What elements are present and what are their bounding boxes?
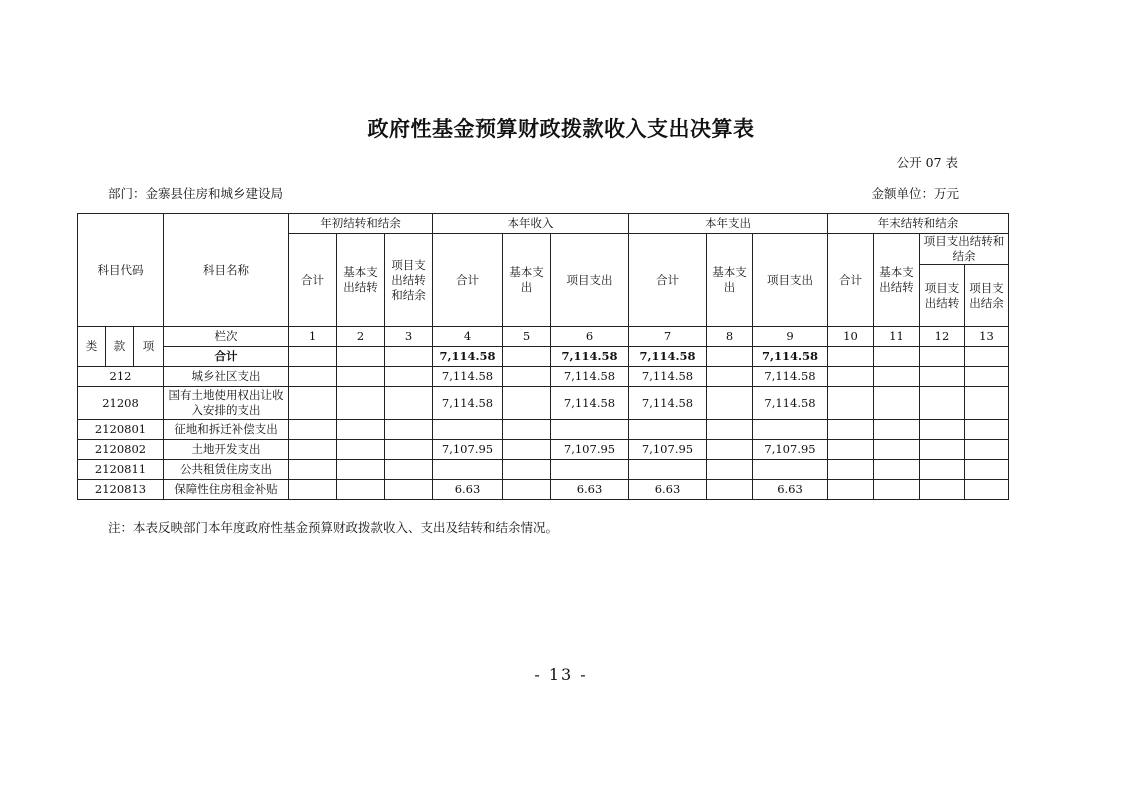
row-cell: 6.63 xyxy=(629,480,707,500)
row-cell xyxy=(874,387,920,420)
table-row xyxy=(78,440,1009,460)
total-cell xyxy=(385,347,433,367)
header-income-basic: 基本支出 xyxy=(503,234,551,327)
total-cell xyxy=(920,347,965,367)
row-cell xyxy=(874,480,920,500)
row-cell: 7,114.58 xyxy=(551,387,629,420)
row-cell xyxy=(385,480,433,500)
total-cell xyxy=(874,347,920,367)
header-income-total: 合计 xyxy=(433,234,503,327)
row-cell xyxy=(289,420,337,440)
total-cell xyxy=(289,347,337,367)
header-closing-basic-carry: 基本支出结转 xyxy=(874,234,920,327)
row-cell xyxy=(337,420,385,440)
header-subject-code: 科目代码 xyxy=(78,214,164,327)
row-cell xyxy=(828,460,874,480)
row-code: 212 xyxy=(78,367,164,387)
table-row xyxy=(78,367,1009,387)
table-row xyxy=(78,460,1009,480)
row-cell xyxy=(920,367,965,387)
row-cell xyxy=(503,440,551,460)
row-cell xyxy=(433,420,503,440)
header-group-expense: 本年支出 xyxy=(629,214,828,234)
row-cell xyxy=(433,460,503,480)
header-row-1 xyxy=(78,214,1009,234)
header-kuan: 款 xyxy=(106,327,134,367)
row-cell xyxy=(551,460,629,480)
header-expense-basic: 基本支出 xyxy=(707,234,753,327)
row-cell xyxy=(289,480,337,500)
row-cell xyxy=(920,480,965,500)
row-cell xyxy=(385,460,433,480)
header-opening-basic-carry: 基本支出结转 xyxy=(337,234,385,327)
row-cell xyxy=(874,420,920,440)
row-cell xyxy=(289,367,337,387)
row-cell xyxy=(503,420,551,440)
row-cell xyxy=(385,367,433,387)
table-note: 注：本表反映部门本年度政府性基金预算财政拨款收入、支出及结转和结余情况。 xyxy=(108,520,559,535)
header-group-income: 本年收入 xyxy=(433,214,629,234)
row-cell xyxy=(753,420,828,440)
column-number: 11 xyxy=(874,327,920,347)
row-cell xyxy=(828,387,874,420)
row-cell xyxy=(707,387,753,420)
row-code: 2120802 xyxy=(78,440,164,460)
row-cell xyxy=(503,480,551,500)
row-cell xyxy=(337,440,385,460)
row-cell xyxy=(874,440,920,460)
table-row xyxy=(78,480,1009,500)
row-cell: 7,114.58 xyxy=(629,387,707,420)
header-income-project: 项目支出 xyxy=(551,234,629,327)
total-cell: 7,114.58 xyxy=(433,347,503,367)
row-cell xyxy=(874,367,920,387)
row-cell xyxy=(707,367,753,387)
row-cell xyxy=(965,460,1009,480)
header-closing-total: 合计 xyxy=(828,234,874,327)
header-subject-name: 科目名称 xyxy=(164,214,289,327)
row-cell: 7,107.95 xyxy=(753,440,828,460)
row-cell xyxy=(385,420,433,440)
row-cell xyxy=(707,440,753,460)
table-row xyxy=(78,387,1009,420)
total-cell: 7,114.58 xyxy=(551,347,629,367)
row-cell xyxy=(707,420,753,440)
header-closing-project-carry: 项目支出结转 xyxy=(920,265,965,327)
header-opening-project-carry-balance: 项目支出结转和结余 xyxy=(385,234,433,327)
row-code: 21208 xyxy=(78,387,164,420)
header-opening-total: 合计 xyxy=(289,234,337,327)
row-cell xyxy=(707,460,753,480)
row-cell xyxy=(289,387,337,420)
row-cell: 7,114.58 xyxy=(433,387,503,420)
total-cell: 7,114.58 xyxy=(753,347,828,367)
header-xiang: 项 xyxy=(134,327,164,367)
row-cell xyxy=(753,460,828,480)
row-cell xyxy=(828,440,874,460)
row-name: 国有土地使用权出让收入安排的支出 xyxy=(164,387,289,420)
table-row xyxy=(78,420,1009,440)
row-cell: 7,114.58 xyxy=(629,367,707,387)
row-cell xyxy=(965,480,1009,500)
header-group-closing: 年末结转和结余 xyxy=(828,214,1009,234)
total-cell xyxy=(828,347,874,367)
row-cell xyxy=(920,460,965,480)
row-cell xyxy=(965,367,1009,387)
total-row xyxy=(78,347,1009,367)
department-label: 部门：金寨县住房和城乡建设局 xyxy=(108,186,284,201)
amount-unit-label: 金额单位：万元 xyxy=(871,186,959,201)
column-number: 13 xyxy=(965,327,1009,347)
column-number: 1 xyxy=(289,327,337,347)
row-cell xyxy=(629,460,707,480)
row-cell xyxy=(965,420,1009,440)
column-number: 7 xyxy=(629,327,707,347)
row-cell xyxy=(828,367,874,387)
row-name: 公共租赁住房支出 xyxy=(164,460,289,480)
column-number: 5 xyxy=(503,327,551,347)
row-cell xyxy=(289,440,337,460)
column-number: 4 xyxy=(433,327,503,347)
row-cell xyxy=(551,420,629,440)
page-title: 政府性基金预算财政拨款收入支出决算表 xyxy=(367,117,755,141)
row-cell xyxy=(385,440,433,460)
row-cell xyxy=(920,420,965,440)
header-expense-project: 项目支出 xyxy=(753,234,828,327)
row-name: 征地和拆迁补偿支出 xyxy=(164,420,289,440)
row-cell: 7,114.58 xyxy=(753,387,828,420)
row-cell xyxy=(828,420,874,440)
total-cell xyxy=(965,347,1009,367)
row-name: 城乡社区支出 xyxy=(164,367,289,387)
column-number: 6 xyxy=(551,327,629,347)
row-cell xyxy=(920,440,965,460)
row-cell xyxy=(337,480,385,500)
row-cell xyxy=(965,440,1009,460)
header-closing-project-balance: 项目支出结余 xyxy=(965,265,1009,327)
total-cell xyxy=(503,347,551,367)
row-cell xyxy=(965,387,1009,420)
row-name: 保障性住房租金补贴 xyxy=(164,480,289,500)
page-number: - 13 - xyxy=(534,665,588,684)
row-cell xyxy=(920,387,965,420)
header-closing-project-group: 项目支出结转和结余 xyxy=(920,234,1009,265)
column-order-row xyxy=(78,327,1009,347)
row-cell xyxy=(503,387,551,420)
column-number: 12 xyxy=(920,327,965,347)
row-cell xyxy=(707,480,753,500)
row-cell: 7,107.95 xyxy=(433,440,503,460)
column-order-label: 栏次 xyxy=(164,327,289,347)
column-number: 8 xyxy=(707,327,753,347)
row-cell: 6.63 xyxy=(753,480,828,500)
row-cell xyxy=(503,367,551,387)
row-cell xyxy=(874,460,920,480)
column-number: 2 xyxy=(337,327,385,347)
row-code: 2120813 xyxy=(78,480,164,500)
total-cell: 7,114.58 xyxy=(629,347,707,367)
row-cell xyxy=(629,420,707,440)
header-expense-total: 合计 xyxy=(629,234,707,327)
column-number: 3 xyxy=(385,327,433,347)
header-group-opening: 年初结转和结余 xyxy=(289,214,433,234)
row-cell xyxy=(289,460,337,480)
row-cell: 7,114.58 xyxy=(433,367,503,387)
total-cell xyxy=(707,347,753,367)
row-name: 土地开发支出 xyxy=(164,440,289,460)
row-cell xyxy=(385,387,433,420)
column-number: 10 xyxy=(828,327,874,347)
row-cell: 6.63 xyxy=(433,480,503,500)
row-cell: 7,107.95 xyxy=(629,440,707,460)
row-cell xyxy=(337,460,385,480)
row-cell xyxy=(337,387,385,420)
budget-table xyxy=(77,213,1009,500)
header-lei: 类 xyxy=(78,327,106,367)
total-cell xyxy=(337,347,385,367)
row-cell: 7,107.95 xyxy=(551,440,629,460)
row-cell xyxy=(337,367,385,387)
row-code: 2120801 xyxy=(78,420,164,440)
form-code: 公开 07 表 xyxy=(896,155,958,170)
row-cell xyxy=(828,480,874,500)
column-number: 9 xyxy=(753,327,828,347)
row-cell xyxy=(503,460,551,480)
total-label: 合计 xyxy=(164,347,289,367)
row-cell: 7,114.58 xyxy=(551,367,629,387)
row-cell: 7,114.58 xyxy=(753,367,828,387)
row-cell: 6.63 xyxy=(551,480,629,500)
row-code: 2120811 xyxy=(78,460,164,480)
